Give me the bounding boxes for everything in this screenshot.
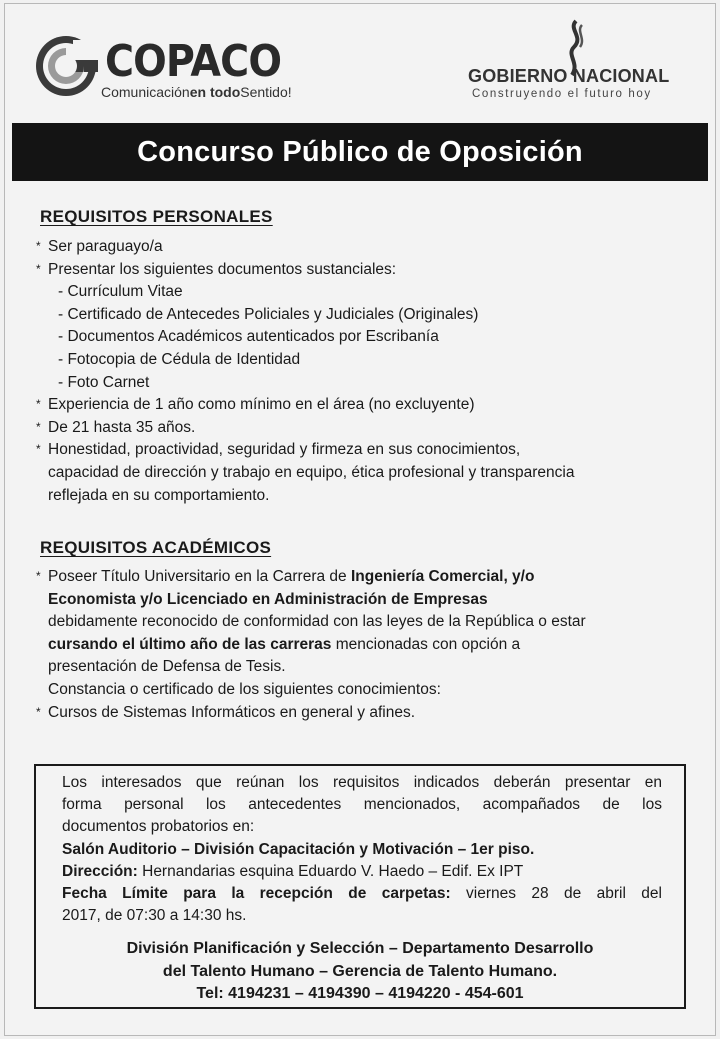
personal-requirements-list	[36, 236, 676, 507]
list-item: - Currículum Vitae	[58, 283, 183, 301]
list-item: * Cursos de Sistemas Informáticos en general y afines.	[36, 702, 676, 725]
phone-numbers: Tel: 4194231 – 4194390 – 4194220 - 454-601	[196, 985, 524, 1002]
asterisk-icon: *	[36, 261, 41, 276]
gobierno-tagline: Construyendo el futuro hoy	[472, 88, 652, 100]
academic-requirements-list	[36, 566, 676, 724]
copaco-tagline: Comunicaciónen todoSentido!	[101, 84, 292, 100]
list-item: * Poseer Título Universitario en la Carrera de Ingeniería Comercial, y/o	[36, 566, 676, 589]
deadline-line: Fecha Límite para la recepción de carpetas: viernes 28 de abril del	[62, 885, 662, 903]
list-item-continuation: cursando el último año de las carreras mencionadas con opción a	[48, 635, 521, 653]
asterisk-icon: *	[36, 442, 41, 457]
asterisk-icon: *	[36, 239, 41, 253]
list-item: * Honestidad, proactividad, seguridad y firmeza en sus conocimientos,	[36, 439, 676, 462]
copaco-logo-icon	[33, 34, 99, 98]
list-item: * Presentar los siguientes documentos sustanciales:	[36, 259, 676, 282]
list-item-continuation: reflejada en su comportamiento.	[48, 486, 270, 504]
asterisk-icon: *	[36, 397, 41, 412]
list-item: - Documentos Académicos autenticados por Escribanía	[58, 328, 439, 346]
list-item: - Certificado de Antecedes Policiales y Judiciales (Originales)	[58, 305, 479, 323]
venue-line: Salón Auditorio – División Capacitación y Motivación – 1er piso.	[62, 840, 535, 858]
address-line: Dirección: Hernandarias esquina Eduardo V. Haedo – Edif. Ex IPT	[62, 862, 524, 880]
list-item-continuation: presentación de Defensa de Tesis.	[48, 658, 286, 676]
asterisk-icon: *	[36, 704, 41, 719]
contact-footer: División Planificación y Selección – Departamento Desarrollo del Talento Humano – Gerencia de Talento Humano. Tel: 4194231 – 4194390 – 4194220 - 454-601	[36, 938, 684, 1006]
list-item: - Foto Carnet	[58, 373, 150, 391]
page-title: Concurso Público de Oposición	[12, 123, 708, 181]
gobierno-nacional-name: GOBIERNO NACIONAL	[468, 66, 670, 86]
list-item-continuation: debidamente reconocido de conformidad con las leyes de la República o estar	[48, 613, 586, 631]
list-item: * De 21 hasta 35 años.	[36, 417, 676, 440]
deadline-hours: 2017, de 07:30 a 14:30 hs.	[62, 907, 247, 925]
asterisk-icon: *	[36, 419, 41, 434]
list-item-continuation: capacidad de dirección y trabajo en equipo, ética profesional y transparencia	[48, 463, 575, 481]
copaco-brand-name: COPACO	[105, 36, 282, 87]
application-info-box	[34, 764, 686, 1009]
personal-requirements-heading: REQUISITOS PERSONALES	[40, 207, 273, 226]
list-item-continuation: Constancia o certificado de los siguientes conocimientos:	[48, 680, 441, 698]
list-item: * Experiencia de 1 año como mínimo en el área (no excluyente)	[36, 394, 676, 417]
asterisk-icon: *	[36, 569, 41, 583]
academic-requirements-heading: REQUISITOS ACADÉMICOS	[40, 538, 272, 557]
application-instructions: Los interesados que reúnan los requisitos indicados deberán presentar en forma personal los antecedentes mencionados, acompañados de los documentos probatorios en: Salón Auditorio – División Capacitación y Motivación – 1er piso. Dirección: Hernandarias esquina Eduardo V. Haedo – Edif. Ex IPT Fecha Límite para la recepción de carpetas: viernes 28 de abril del 2017, de 07:30 a 14:30 hs.	[62, 772, 662, 927]
list-item: - Fotocopia de Cédula de Identidad	[58, 350, 301, 368]
list-item-continuation: Economista y/o Licenciado en Administración de Empresas	[48, 590, 488, 608]
list-item: * Ser paraguayo/a	[36, 236, 676, 259]
